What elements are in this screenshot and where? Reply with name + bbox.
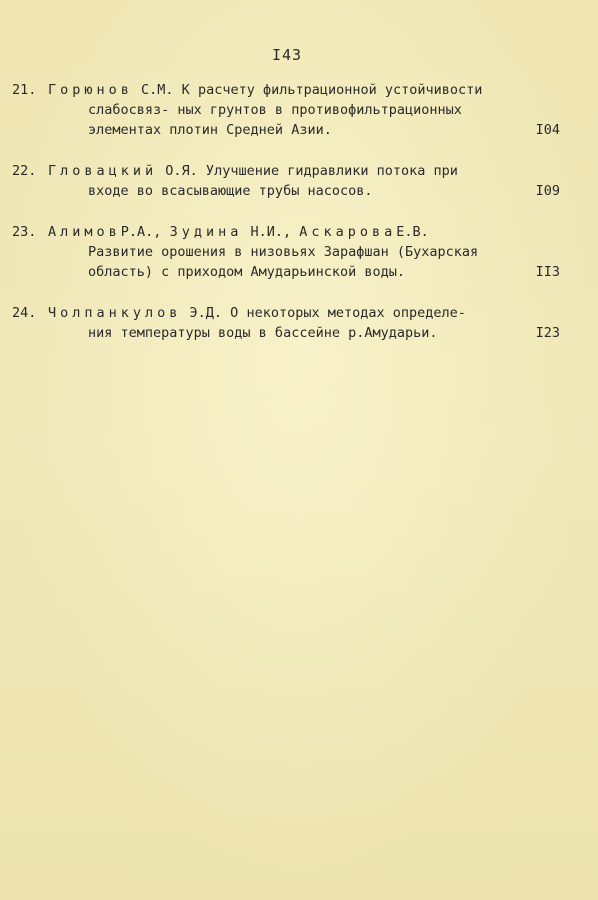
entry-title-line: С.М. К расчету фильтрационной устойчивости	[141, 82, 483, 98]
entry-line	[12, 242, 560, 262]
entry-initials: Р.А.,	[120, 224, 162, 240]
entry-page-number: II3	[535, 264, 560, 280]
page-number: I43	[272, 46, 303, 64]
entry-line	[12, 323, 560, 343]
entry-page-number: I23	[535, 325, 560, 341]
entry-initials: Е.В.	[396, 224, 429, 240]
entry-number: 22.	[12, 163, 37, 179]
entry-line	[12, 80, 560, 100]
bibliography-entry-21	[12, 80, 560, 140]
entry-line	[12, 181, 560, 201]
entry-line	[12, 222, 560, 242]
bibliography-entry-22	[12, 161, 560, 201]
entry-author: Чолпанкулов	[48, 305, 182, 321]
entry-author: Гловацкий	[48, 163, 158, 179]
entry-author: Алимов	[48, 224, 121, 240]
entry-title-line: О.Я. Улучшение гидравлики потока при	[165, 163, 458, 179]
entry-author: Зудина	[169, 224, 243, 240]
entry-title-line: элементах плотин Средней Азии.	[88, 122, 332, 138]
entry-initials: Н.И.,	[250, 224, 292, 240]
entry-line	[12, 120, 560, 140]
entry-line	[12, 262, 560, 282]
entry-author: Аскарова	[299, 224, 397, 240]
entry-author: Горюнов	[48, 82, 133, 98]
entry-line	[12, 100, 560, 120]
entry-title-line: Развитие орошения в низовьях Зарафшан (Бухарская	[88, 244, 479, 260]
entry-page-number: I04	[535, 122, 560, 138]
entry-page-number: I09	[535, 183, 560, 199]
entry-line	[12, 161, 560, 181]
entry-title-line: входе во всасывающие трубы насосов.	[88, 183, 373, 199]
bibliography-entry-24	[12, 303, 560, 343]
entry-number: 24.	[12, 305, 37, 321]
entry-number: 21.	[12, 82, 37, 98]
entry-title-line: Э.Д. О некоторых методах определе-	[189, 305, 466, 321]
entry-line	[12, 303, 560, 323]
entry-title-line: слабосвяз- ных грунтов в противофильтрационных	[88, 102, 462, 118]
entry-title-line: ния температуры воды в бассейне р.Амударьи.	[88, 325, 438, 341]
entry-number: 23.	[12, 224, 37, 240]
bibliography-entry-23	[12, 222, 560, 282]
entry-title-line: область) с приходом Амударьинской воды.	[88, 264, 405, 280]
